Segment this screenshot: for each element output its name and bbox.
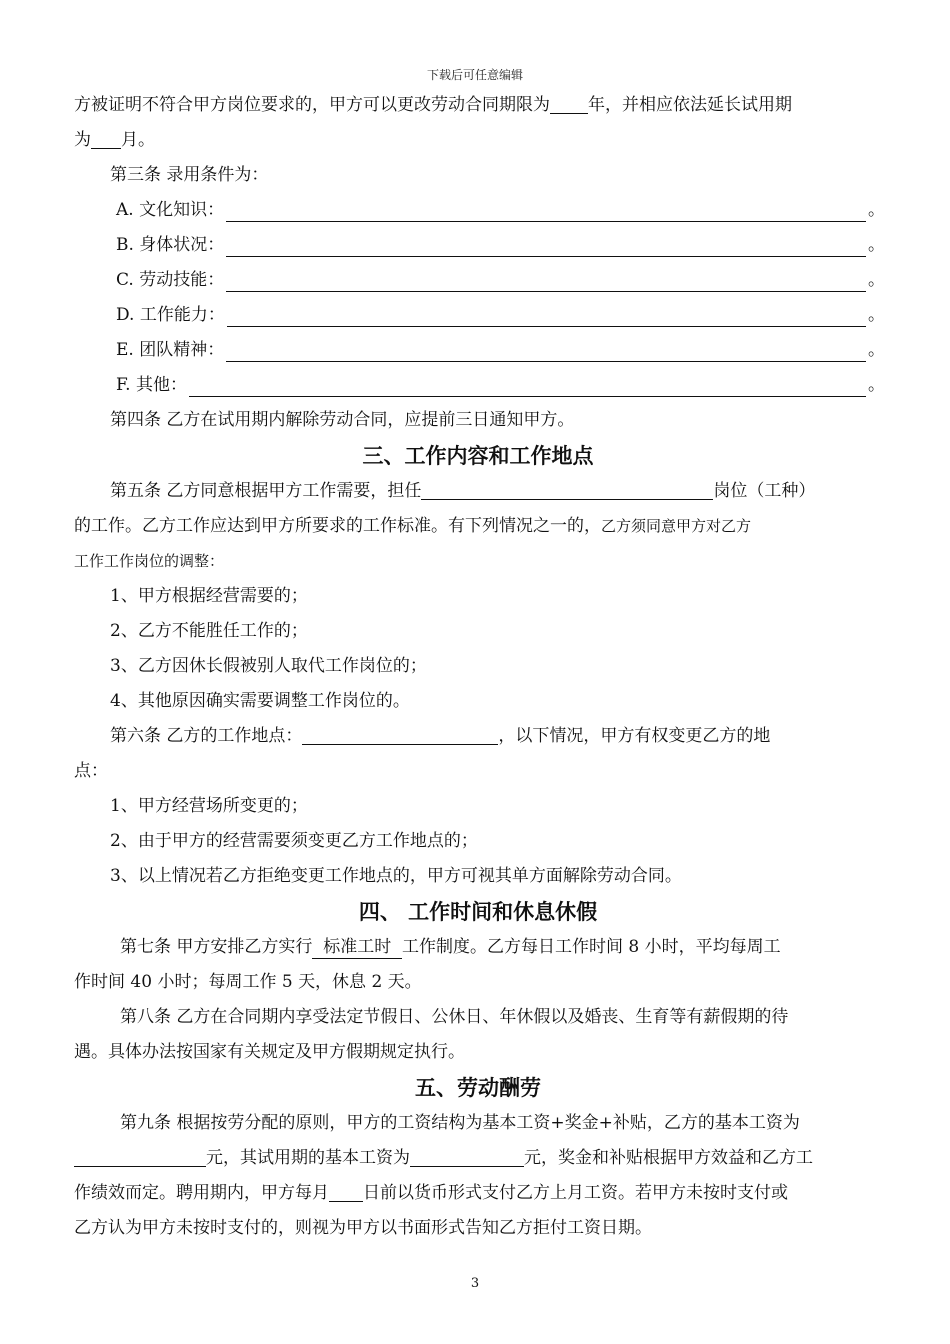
list-item: 1、甲方根据经营需要的； xyxy=(110,586,308,606)
condition-other xyxy=(74,368,885,403)
base-salary-blank xyxy=(74,1146,206,1167)
article-7-text: 第七条 甲方安排乙方实行 xyxy=(120,937,313,957)
period-mark: 。 xyxy=(868,305,885,325)
pay-day-blank xyxy=(329,1181,363,1202)
section-3-heading: 三、工作内容和工作地点 xyxy=(362,444,594,468)
article-3-title: 第三条 录用条件为： xyxy=(110,165,269,185)
position-blank xyxy=(421,479,713,500)
condition-label: A. 文化知识： xyxy=(116,200,225,220)
article-9-line-3 xyxy=(74,1176,882,1211)
page-number: 3 xyxy=(470,1276,480,1291)
article-6-line-1 xyxy=(74,719,882,754)
work-system-fill: 标准工时 xyxy=(312,937,403,957)
intro-text: 方被证明不符合甲方岗位要求的，甲方可以更改劳动合同期限为 xyxy=(74,95,550,115)
list-item: 4、其他原因确实需要调整工作岗位的。 xyxy=(110,691,410,711)
article-5-text-small: 乙方须同意甲方对乙方 xyxy=(601,517,752,535)
intro-line-2 xyxy=(74,123,882,158)
section-4-heading: 四、 工作时间和休息休假 xyxy=(358,900,598,924)
period-mark: 。 xyxy=(868,340,885,360)
article-5-text: 岗位（工种） xyxy=(713,481,816,501)
condition-blank xyxy=(226,234,866,257)
list-item: 3、以上情况若乙方拒绝变更工作地点的，甲方可视其单方面解除劳动合同。 xyxy=(110,866,682,886)
contract-body xyxy=(74,88,885,1246)
article-5-line-1 xyxy=(74,474,882,509)
probation-months-blank xyxy=(91,128,121,149)
list-item: 1、甲方经营场所变更的； xyxy=(110,796,308,816)
article-7-text: 工作制度。乙方每日工作时间 8 小时，平均每周工 xyxy=(402,937,781,957)
probation-salary-blank xyxy=(410,1146,524,1167)
period-mark: 。 xyxy=(868,235,885,255)
list-item: 2、由于甲方的经营需要须变更乙方工作地点的； xyxy=(110,831,478,851)
condition-culture xyxy=(74,193,885,228)
period-mark: 。 xyxy=(868,375,885,395)
condition-blank xyxy=(226,199,866,222)
article-9-line-1: 第九条 根据按劳分配的原则，甲方的工资结构为基本工资+奖金+补贴，乙方的基本工资为 xyxy=(120,1113,800,1133)
intro-text: 为 xyxy=(74,130,91,150)
intro-text: 月。 xyxy=(121,130,155,150)
article-5-line-2 xyxy=(74,509,882,544)
period-mark: 。 xyxy=(868,200,885,220)
article-5-text: 的工作。乙方工作应达到甲方所要求的工作标准。有下列情况之一的， xyxy=(74,516,601,536)
condition-health xyxy=(74,228,885,263)
article-9-text: 元，其试用期的基本工资为 xyxy=(206,1148,410,1168)
condition-blank xyxy=(227,304,866,327)
period-mark: 。 xyxy=(868,270,885,290)
condition-label: D. 工作能力： xyxy=(116,305,225,325)
article-5-line-3: 工作工作岗位的调整： xyxy=(74,552,225,570)
condition-blank xyxy=(189,374,866,397)
page-header: 下载后可任意编辑 xyxy=(426,68,523,82)
condition-label: B. 身体状况： xyxy=(116,235,225,255)
condition-teamwork xyxy=(74,333,885,368)
article-9-line-4: 乙方认为甲方未按时支付的，则视为甲方以书面形式告知乙方拒付工资日期。 xyxy=(74,1218,652,1238)
article-7-line-1 xyxy=(74,930,882,965)
condition-label: F. 其他： xyxy=(116,375,187,395)
article-7-line-2: 作时间 40 小时；每周工作 5 天，休息 2 天。 xyxy=(74,972,422,992)
condition-label: E. 团队精神： xyxy=(116,340,225,360)
condition-skills xyxy=(74,263,885,298)
article-6-text: ，以下情况，甲方有权变更乙方的地 xyxy=(498,726,771,746)
article-5-text: 第五条 乙方同意根据甲方工作需要，担任 xyxy=(110,481,422,501)
intro-line-1 xyxy=(74,88,882,123)
intro-text: 年，并相应依法延长试用期 xyxy=(588,95,792,115)
article-9-text: 元，奖金和补贴根据甲方效益和乙方工 xyxy=(524,1148,813,1168)
list-item: 2、乙方不能胜任工作的； xyxy=(110,621,308,641)
article-6-line-2: 点： xyxy=(74,761,108,781)
contract-years-blank xyxy=(550,93,588,114)
condition-blank xyxy=(226,269,866,292)
work-location-blank xyxy=(302,724,498,745)
article-8-line-1: 第八条 乙方在合同期内享受法定节假日、公休日、年休假以及婚丧、生育等有薪假期的待 xyxy=(120,1007,789,1027)
section-5-heading: 五、劳动酬劳 xyxy=(415,1076,541,1100)
list-item: 3、乙方因休长假被别人取代工作岗位的； xyxy=(110,656,427,676)
condition-blank xyxy=(226,339,866,362)
article-9-text: 日前以货币形式支付乙方上月工资。若甲方未按时支付或 xyxy=(363,1183,788,1203)
article-8-line-2: 遇。具体办法按国家有关规定及甲方假期规定执行。 xyxy=(74,1042,465,1062)
article-4: 第四条 乙方在试用期内解除劳动合同，应提前三日通知甲方。 xyxy=(110,410,575,430)
article-9-text: 作绩效而定。聘用期内，甲方每月 xyxy=(74,1183,329,1203)
condition-ability xyxy=(74,298,885,333)
article-6-text: 第六条 乙方的工作地点： xyxy=(110,726,303,746)
article-9-line-2 xyxy=(74,1141,882,1176)
condition-label: C. 劳动技能： xyxy=(116,270,225,290)
